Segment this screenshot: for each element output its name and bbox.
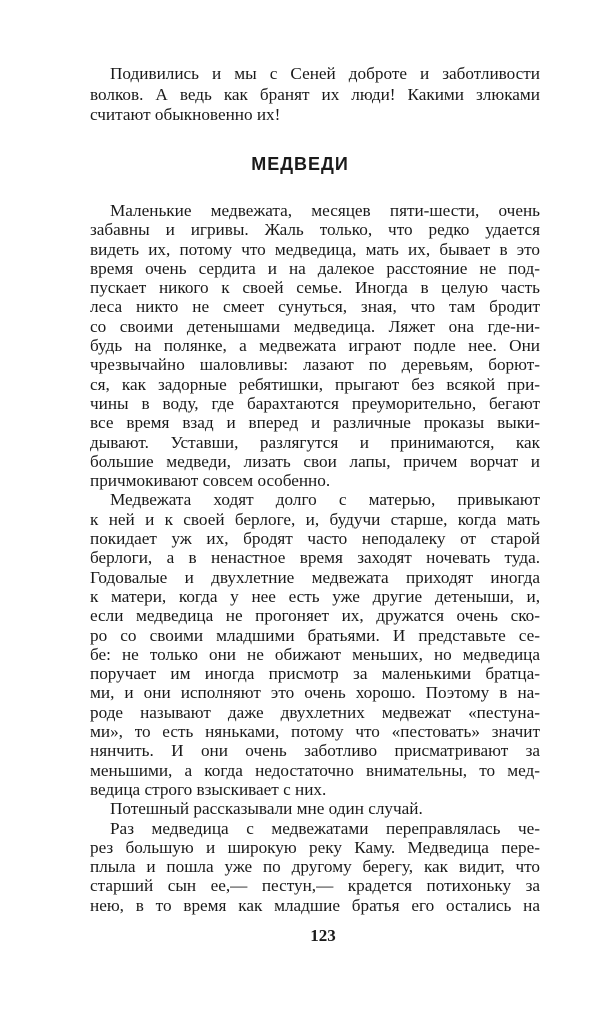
text-line: Маленькие медвежата, месяцев пяти-шести, очень: [110, 201, 540, 220]
intro-paragraph: [90, 64, 540, 126]
text-line: чины в воду, где барахтаются преуморительно, бегают: [90, 393, 540, 413]
text-line: к ней и к своей берлоге, и, будучи старше, когда мать: [90, 509, 540, 529]
text-line: Годовалые и двухлетние медвежата приходят иногда: [90, 567, 540, 587]
text-line: нянчить. И они очень заботливо присматривают за: [90, 741, 540, 761]
text-line: все время взад и вперед и различные проказы выки-: [90, 413, 540, 433]
text-line: пускает никого к своей семье. Иногда в целую часть: [90, 278, 540, 298]
text-line: ми, и они исполняют это очень хорошо. Поэтому в на-: [90, 683, 540, 703]
text-line: большие медведи, лизать свои лапы, причем ворчат и: [90, 451, 540, 471]
text-line: ро со своими младшими братьями. И представьте се-: [90, 625, 540, 645]
text-line: считают обыкновенно их!: [90, 105, 281, 124]
chapter-heading: МЕДВЕДИ: [251, 154, 349, 174]
text-line: к матери, когда у нее есть уже другие детеныши, и,: [90, 586, 540, 606]
text-line: со своими детенышами медведица. Ляжет она где-ни-: [90, 316, 540, 336]
text-line: рез большую и широкую реку Каму. Медведица пере-: [90, 837, 540, 857]
text-line: нею, в то время как младшие братья его остались на: [90, 895, 540, 915]
text-line: ведица строго взыскивает с них.: [90, 779, 327, 799]
text-line: бе: не только они не обижают меньших, но медведица: [90, 644, 540, 664]
text-line: будь на полянке, а медвежата играют подле нее. Они: [90, 336, 540, 356]
text-line: причмокивают совсем особенно.: [90, 471, 331, 491]
chapter-body: [90, 201, 540, 915]
text-line: видеть их, потому что медведица, мать их, бывает в это: [90, 239, 540, 259]
text-line: роде называют даже двухлетних медвежат «пестуна-: [90, 702, 540, 722]
text-line: ми», то есть няньками, потому что «пестовать» значит: [90, 722, 540, 742]
text-line: Раз медведица с медвежатами переправлялась че-: [110, 818, 540, 838]
text-line: поручает им иногда присмотр за маленькими братца-: [90, 664, 540, 684]
text-line: Потешный рассказывали мне один случай.: [110, 799, 423, 819]
text-line: если медведица не прогоняет их, дружатся очень ско-: [90, 606, 540, 626]
text-line: Подивились и мы с Сеней доброте и заботливости: [110, 64, 540, 83]
text-line: леса никто не смеет сунуться, зная, что там бродит: [90, 297, 540, 317]
text-line: ся, как задорные ребятишки, прыгают без всякой при-: [90, 374, 540, 394]
text-line: плыла и пошла уже по другому берегу, как видит, что: [90, 857, 540, 877]
text-line: чрезвычайно шаловливы: лазают по деревьям, борют-: [90, 355, 540, 375]
text-line: забавны и игривы. Жаль только, что редко удается: [90, 220, 540, 240]
text-line: берлоги, а в ненастное время заходят ночевать туда.: [90, 548, 540, 568]
text-line: Медвежата ходят долго с матерью, привыкают: [110, 490, 540, 510]
text-line: время очень сердита и на далекое расстояние не под-: [90, 258, 540, 278]
page-number: 123: [310, 926, 336, 945]
text-line: волков. А ведь как бранят их люди! Какими злюками: [90, 84, 540, 104]
text-line: меньшими, а когда недостаточно внимательны, то мед-: [90, 760, 540, 780]
text-line: покидает уж их, бродят часто неподалеку от старой: [90, 529, 540, 549]
text-line: дывают. Уставши, разлягутся и принимаются, как: [90, 432, 540, 452]
text-line: старший сын ее,— пестун,— крадется потихоньку за: [90, 876, 540, 896]
